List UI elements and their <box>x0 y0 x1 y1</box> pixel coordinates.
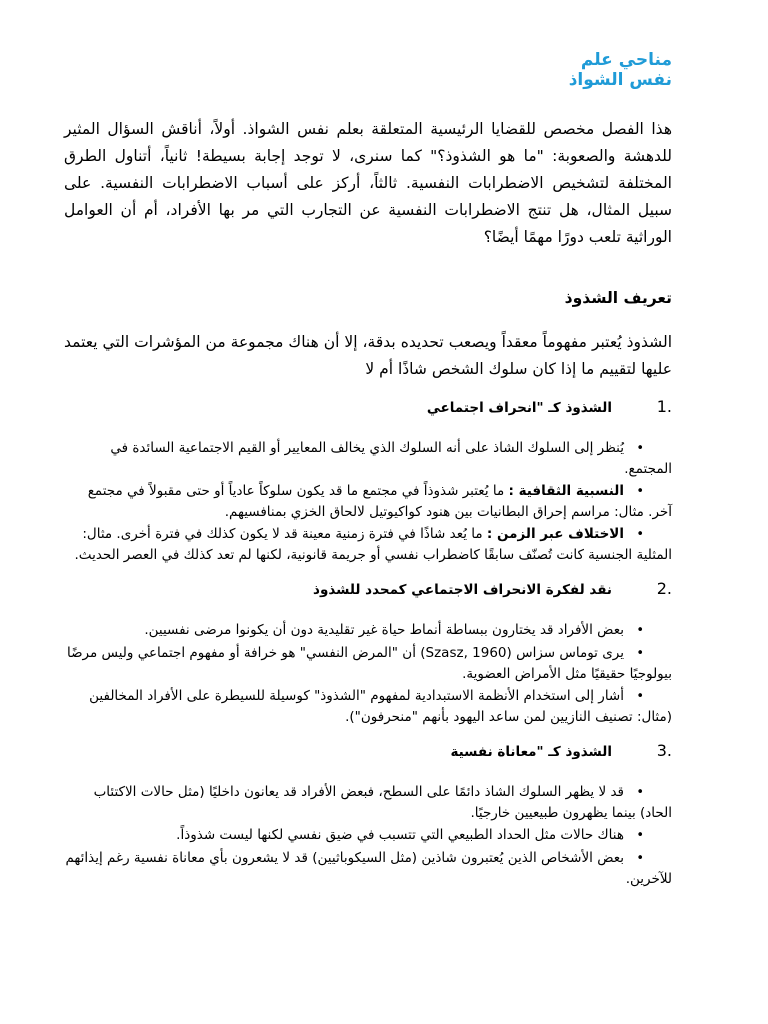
bullet-text: هناك حالات مثل الحداد الطبيعي التي تتسبب في ضيق نفسي لكنها ليست شذوذاً. <box>176 827 624 843</box>
document-title <box>64 50 672 90</box>
subsection-heading <box>64 397 672 416</box>
bullet-text: ما يُعد شاذًا في فترة زمنية معينة قد لا يكون كذلك في فترة أخرى. مثال: المثلية الجنسية كانت تُصنّف سابقًا كاضطراب نفسي أو جريمة قانونية، لكنها لم تعد كذلك في العصر الحديث. <box>74 526 672 563</box>
section-title: تعريف الشذوذ <box>564 289 672 307</box>
list-item <box>64 848 672 889</box>
document-page <box>64 50 672 897</box>
section-intro: الشذوذ يُعتبر مفهوماً معقداً ويصعب تحديده بدقة، إلا أن هناك مجموعة من المؤشرات التي يعتمد عليها لتقييم ما إذا كان سلوك الشخص شاذًا أم لا <box>64 333 672 378</box>
list-item <box>64 825 672 846</box>
subsection <box>64 579 672 727</box>
bullet-text: يُنظر إلى السلوك الشاذ على أنه السلوك الذي يخالف المعايير أو القيم الاجتماعية السائدة في المجتمع. <box>110 440 672 477</box>
subsection-heading <box>64 579 672 598</box>
bullet-dot-icon: • <box>636 828 644 843</box>
subsection <box>64 397 672 565</box>
list-item <box>64 481 672 522</box>
list-item <box>64 620 672 641</box>
list-item <box>64 782 672 823</box>
bullet-list <box>64 620 672 727</box>
bullet-dot-icon: • <box>636 527 644 542</box>
title-line-2: نفس الشواذ <box>568 70 672 90</box>
bullet-dot-icon: • <box>636 484 644 499</box>
title-line-1: مناحي علم <box>580 50 672 70</box>
subsection-title: الشذوذ كـ "معاناة نفسية <box>450 744 612 760</box>
bullet-dot-icon: • <box>636 623 644 638</box>
bullet-dot-icon: • <box>636 851 644 866</box>
bullet-list <box>64 782 672 889</box>
subsection-number: 2. <box>656 579 672 598</box>
bullet-text: بعض الأشخاص الذين يُعتبرون شاذين (مثل السيكوباثيين) قد لا يشعرون بأي معاناة نفسية رغم إيذائهم للآخرين. <box>65 850 672 887</box>
subsection-number: 3. <box>656 741 672 760</box>
bullet-lead: النسبية الثقافية : <box>508 483 624 499</box>
bullet-text: بعض الأفراد قد يختارون ببساطة أنماط حياة غير تقليدية دون أن يكونوا مرضى نفسيين. <box>144 622 624 638</box>
bullet-text: أشار إلى استخدام الأنظمة الاستبدادية لمفهوم "الشذوذ" كوسيلة للسيطرة على الأفراد المخالفين (مثال: تصنيف النازيين لمن ساعد اليهود بأنهم "منحرفون"). <box>89 688 672 725</box>
bullet-dot-icon: • <box>636 785 644 800</box>
subsection-title: الشذوذ كـ "انحراف اجتماعي <box>426 400 612 416</box>
subsections-container <box>64 397 672 889</box>
intro-paragraph: هذا الفصل مخصص للقضايا الرئيسية المتعلقة بعلم نفس الشواذ. أولاً، أناقش السؤال المثير للدهشة والصعوبة: "ما هو الشذوذ؟" كما سنرى، لا توجد إجابة بسيطة! ثانياً، أتناول الطرق المختلفة لتشخيص الاضطرابات النفسية. ثالثاً، أركز على أسباب الاضطرابات النفسية. على سبيل المثال، هل تنتج الاضطرابات النفسية عن التجارب التي مر بها الأفراد، أم أن العوامل الوراثية تلعب دورًا مهمًا أيضًا؟ <box>64 120 672 246</box>
bullet-dot-icon: • <box>636 689 644 704</box>
list-item <box>64 524 672 565</box>
subsection-title: نقد لفكرة الانحراف الاجتماعي كمحدد للشذوذ <box>313 582 612 598</box>
bullet-lead: الاختلاف عبر الزمن : <box>486 526 624 542</box>
bullet-text: يرى توماس سزاس (Szasz, 1960) أن "المرض النفسي" هو خرافة أو مفهوم اجتماعي وليس مرضًا بيولوجيًا حقيقيًا مثل الأمراض العضوية. <box>66 645 672 682</box>
list-item <box>64 643 672 684</box>
bullet-dot-icon: • <box>636 646 644 661</box>
bullet-text: ما يُعتبر شذوذاً في مجتمع ما قد يكون سلوكاً عادياً أو حتى مقبولاً في مجتمع آخر. مثال: مراسم إحراق البطانيات بين هنود كواكيوتيل لالحاق الخزي بمنافسيهم. <box>87 483 672 520</box>
subsection <box>64 741 672 889</box>
subsection-heading <box>64 741 672 760</box>
bullet-text: قد لا يظهر السلوك الشاذ دائمًا على السطح، فبعض الأفراد قد يعانون داخليًا (مثل حالات الاكتئاب الحاد) بينما يظهرون طبيعيين خارجيًا. <box>93 784 672 821</box>
subsection-number: 1. <box>656 397 672 416</box>
bullet-list <box>64 438 672 565</box>
bullet-dot-icon: • <box>636 441 644 456</box>
list-item <box>64 438 672 479</box>
list-item <box>64 686 672 727</box>
